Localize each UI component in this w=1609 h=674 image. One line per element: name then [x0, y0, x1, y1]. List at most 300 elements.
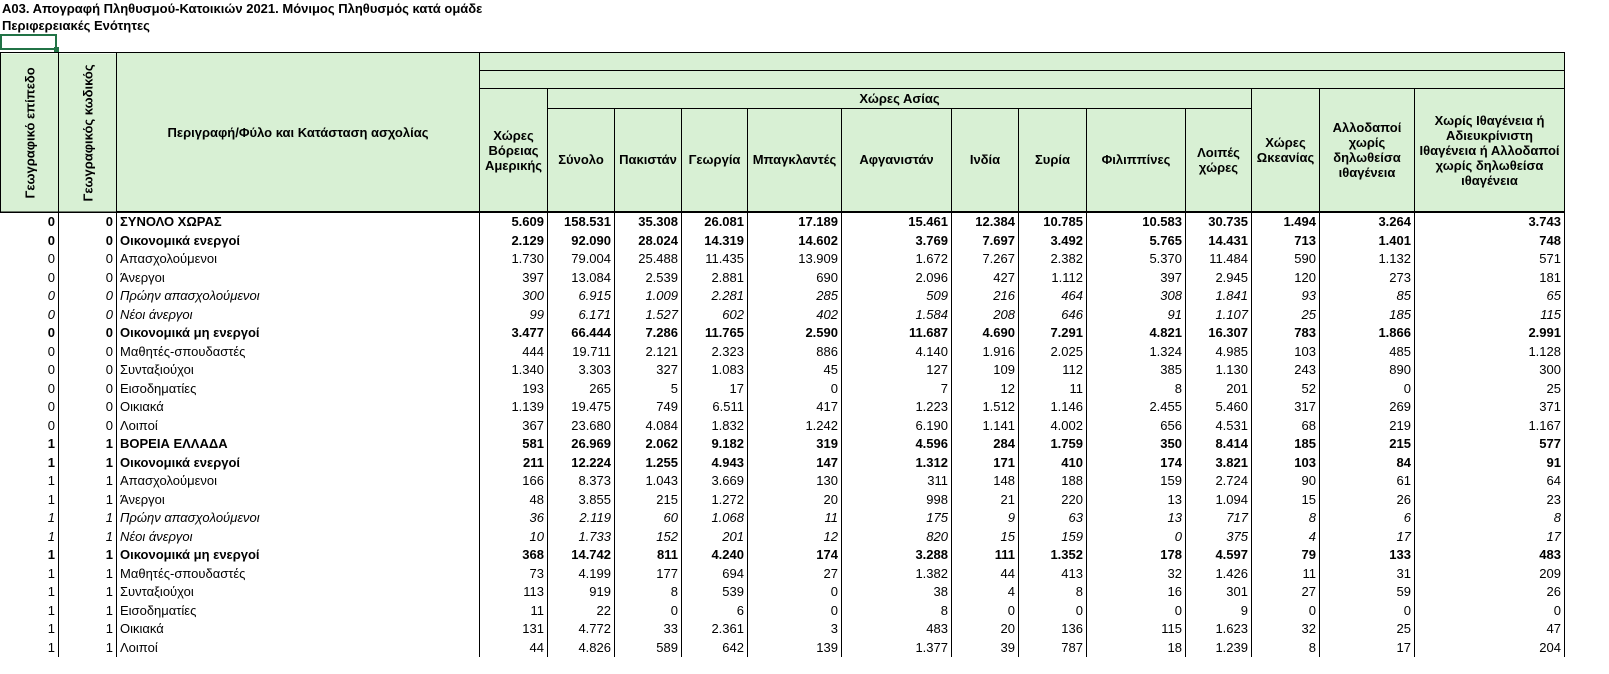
header-asia-col[interactable]: Ινδία: [952, 108, 1019, 212]
cell-value[interactable]: 158.531: [548, 212, 615, 232]
cell-value[interactable]: 13: [1087, 509, 1186, 528]
cell-value[interactable]: 717: [1186, 509, 1252, 528]
cell-value[interactable]: 4.985: [1186, 343, 1252, 362]
cell-geo-code[interactable]: 0: [59, 361, 117, 380]
cell-value[interactable]: 1.312: [842, 454, 952, 473]
cell-description[interactable]: Οικονομικά ενεργοί: [117, 454, 480, 473]
cell-value[interactable]: 602: [682, 306, 748, 325]
header-blank-second[interactable]: [480, 71, 1565, 89]
cell-value[interactable]: 811: [615, 546, 682, 565]
cell-value[interactable]: 32: [1252, 620, 1320, 639]
cell-value[interactable]: 103: [1252, 343, 1320, 362]
cell-value[interactable]: 4.199: [548, 565, 615, 584]
cell-value[interactable]: 2.382: [1019, 250, 1087, 269]
cell-value[interactable]: 13.084: [548, 269, 615, 288]
cell-value[interactable]: 1.401: [1320, 232, 1415, 251]
cell-value[interactable]: 136: [1019, 620, 1087, 639]
cell-geo-code[interactable]: 0: [59, 417, 117, 436]
cell-value[interactable]: 6.511: [682, 398, 748, 417]
cell-value[interactable]: 4: [952, 583, 1019, 602]
cell-value[interactable]: 204: [1415, 639, 1565, 658]
cell-geo-code[interactable]: 1: [59, 583, 117, 602]
cell-value[interactable]: 1.733: [548, 528, 615, 547]
cell-value[interactable]: 327: [615, 361, 682, 380]
cell-value[interactable]: 402: [748, 306, 842, 325]
cell-description[interactable]: Λοιποί: [117, 639, 480, 658]
cell-value[interactable]: 11: [480, 602, 548, 621]
cell-value[interactable]: 139: [748, 639, 842, 658]
header-geo-level[interactable]: Γεωγραφικό επίπεδο: [1, 53, 59, 213]
cell-value[interactable]: 2.455: [1087, 398, 1186, 417]
cell-value[interactable]: 1.730: [480, 250, 548, 269]
cell-value[interactable]: 215: [615, 491, 682, 510]
cell-value[interactable]: 63: [1019, 509, 1087, 528]
cell-value[interactable]: 1.340: [480, 361, 548, 380]
cell-geo-level[interactable]: 1: [1, 639, 59, 658]
cell-geo-code[interactable]: 1: [59, 602, 117, 621]
cell-value[interactable]: 1.083: [682, 361, 748, 380]
cell-value[interactable]: 1.841: [1186, 287, 1252, 306]
cell-value[interactable]: 10.583: [1087, 212, 1186, 232]
cell-value[interactable]: 1.139: [480, 398, 548, 417]
cell-value[interactable]: 9: [1186, 602, 1252, 621]
cell-value[interactable]: 215: [1320, 435, 1415, 454]
cell-value[interactable]: 1.377: [842, 639, 952, 658]
cell-geo-code[interactable]: 0: [59, 306, 117, 325]
header-asia-col[interactable]: Φιλιππίνες: [1087, 108, 1186, 212]
cell-value[interactable]: 208: [952, 306, 1019, 325]
cell-value[interactable]: 19.711: [548, 343, 615, 362]
cell-value[interactable]: 0: [748, 602, 842, 621]
cell-value[interactable]: 3.821: [1186, 454, 1252, 473]
cell-value[interactable]: 2.281: [682, 287, 748, 306]
cell-value[interactable]: 2.361: [682, 620, 748, 639]
cell-value[interactable]: 4.596: [842, 435, 952, 454]
cell-value[interactable]: 3.303: [548, 361, 615, 380]
active-cell-cursor[interactable]: [0, 34, 57, 50]
cell-geo-level[interactable]: 0: [1, 361, 59, 380]
cell-value[interactable]: 1.068: [682, 509, 748, 528]
cell-value[interactable]: 8: [1252, 639, 1320, 658]
cell-value[interactable]: 5.765: [1087, 232, 1186, 251]
cell-value[interactable]: 0: [952, 602, 1019, 621]
cell-value[interactable]: 17: [1320, 528, 1415, 547]
cell-value[interactable]: 1.272: [682, 491, 748, 510]
cell-value[interactable]: 30.735: [1186, 212, 1252, 232]
cell-value[interactable]: 79: [1252, 546, 1320, 565]
cell-value[interactable]: 185: [1252, 435, 1320, 454]
cell-geo-level[interactable]: 0: [1, 232, 59, 251]
cell-value[interactable]: 17: [1415, 528, 1565, 547]
cell-value[interactable]: 273: [1320, 269, 1415, 288]
cell-value[interactable]: 4: [1252, 528, 1320, 547]
cell-value[interactable]: 7.291: [1019, 324, 1087, 343]
cell-value[interactable]: 209: [1415, 565, 1565, 584]
cell-value[interactable]: 6.190: [842, 417, 952, 436]
cell-value[interactable]: 2.062: [615, 435, 682, 454]
cell-geo-code[interactable]: 1: [59, 435, 117, 454]
cell-value[interactable]: 220: [1019, 491, 1087, 510]
cell-geo-level[interactable]: 0: [1, 398, 59, 417]
cell-value[interactable]: 14.742: [548, 546, 615, 565]
cell-value[interactable]: 92.090: [548, 232, 615, 251]
cell-description[interactable]: Εισοδηματίες: [117, 380, 480, 399]
cell-value[interactable]: 1.623: [1186, 620, 1252, 639]
cell-value[interactable]: 589: [615, 639, 682, 658]
cell-value[interactable]: 112: [1019, 361, 1087, 380]
cell-description[interactable]: Πρώην απασχολούμενοι: [117, 287, 480, 306]
cell-value[interactable]: 7: [842, 380, 952, 399]
cell-value[interactable]: 319: [748, 435, 842, 454]
header-description[interactable]: Περιγραφή/Φύλο και Κατάσταση ασχολίας: [117, 53, 480, 213]
cell-value[interactable]: 1.494: [1252, 212, 1320, 232]
cell-description[interactable]: Νέοι άνεργοι: [117, 528, 480, 547]
cell-value[interactable]: 8: [1019, 583, 1087, 602]
cell-value[interactable]: 590: [1252, 250, 1320, 269]
cell-value[interactable]: 1.094: [1186, 491, 1252, 510]
cell-value[interactable]: 0: [615, 602, 682, 621]
cell-value[interactable]: 44: [952, 565, 1019, 584]
cell-value[interactable]: 713: [1252, 232, 1320, 251]
cell-value[interactable]: 581: [480, 435, 548, 454]
cell-geo-level[interactable]: 1: [1, 583, 59, 602]
cell-geo-code[interactable]: 0: [59, 212, 117, 232]
cell-value[interactable]: 690: [748, 269, 842, 288]
cell-value[interactable]: 2.539: [615, 269, 682, 288]
cell-value[interactable]: 4.597: [1186, 546, 1252, 565]
cell-geo-code[interactable]: 1: [59, 620, 117, 639]
cell-value[interactable]: 68: [1252, 417, 1320, 436]
cell-geo-code[interactable]: 0: [59, 232, 117, 251]
cell-geo-level[interactable]: 0: [1, 269, 59, 288]
header-asia-col[interactable]: Μπαγκλαντές: [748, 108, 842, 212]
cell-value[interactable]: 427: [952, 269, 1019, 288]
cell-value[interactable]: 577: [1415, 435, 1565, 454]
cell-description[interactable]: Νέοι άνεργοι: [117, 306, 480, 325]
cell-value[interactable]: 642: [682, 639, 748, 658]
sheet-subtitle[interactable]: Περιφερειακές Ενότητες: [2, 18, 150, 33]
cell-value[interactable]: 3.743: [1415, 212, 1565, 232]
cell-value[interactable]: 410: [1019, 454, 1087, 473]
cell-value[interactable]: 38: [842, 583, 952, 602]
cell-value[interactable]: 25.488: [615, 250, 682, 269]
cell-value[interactable]: 1.128: [1415, 343, 1565, 362]
cell-value[interactable]: 99: [480, 306, 548, 325]
cell-value[interactable]: 15: [1252, 491, 1320, 510]
cell-value[interactable]: 3.288: [842, 546, 952, 565]
cell-geo-level[interactable]: 1: [1, 491, 59, 510]
cell-value[interactable]: 2.096: [842, 269, 952, 288]
cell-value[interactable]: 1.112: [1019, 269, 1087, 288]
cell-value[interactable]: 4.943: [682, 454, 748, 473]
cell-value[interactable]: 11: [1019, 380, 1087, 399]
cell-value[interactable]: 28.024: [615, 232, 682, 251]
cell-value[interactable]: 7.697: [952, 232, 1019, 251]
cell-geo-level[interactable]: 0: [1, 250, 59, 269]
cell-value[interactable]: 44: [480, 639, 548, 658]
cell-geo-code[interactable]: 1: [59, 509, 117, 528]
cell-value[interactable]: 300: [1415, 361, 1565, 380]
cell-value[interactable]: 19.475: [548, 398, 615, 417]
cell-value[interactable]: 3: [748, 620, 842, 639]
cell-value[interactable]: 2.590: [748, 324, 842, 343]
cell-value[interactable]: 27: [748, 565, 842, 584]
cell-value[interactable]: 8: [1087, 380, 1186, 399]
cell-geo-level[interactable]: 1: [1, 509, 59, 528]
cell-value[interactable]: 21: [952, 491, 1019, 510]
cell-value[interactable]: 3.264: [1320, 212, 1415, 232]
cell-value[interactable]: 25: [1415, 380, 1565, 399]
cell-value[interactable]: 0: [1320, 380, 1415, 399]
cell-value[interactable]: 0: [1087, 602, 1186, 621]
cell-geo-code[interactable]: 0: [59, 343, 117, 362]
cell-value[interactable]: 26.969: [548, 435, 615, 454]
cell-value[interactable]: 201: [1186, 380, 1252, 399]
cell-value[interactable]: 10.785: [1019, 212, 1087, 232]
cell-value[interactable]: 115: [1087, 620, 1186, 639]
cell-value[interactable]: 147: [748, 454, 842, 473]
cell-value[interactable]: 11: [1252, 565, 1320, 584]
cell-value[interactable]: 265: [548, 380, 615, 399]
cell-geo-code[interactable]: 1: [59, 528, 117, 547]
cell-value[interactable]: 73: [480, 565, 548, 584]
cell-value[interactable]: 61: [1320, 472, 1415, 491]
cell-value[interactable]: 9: [952, 509, 1019, 528]
cell-value[interactable]: 8: [842, 602, 952, 621]
cell-value[interactable]: 25: [1320, 620, 1415, 639]
cell-value[interactable]: 16.307: [1186, 324, 1252, 343]
cell-value[interactable]: 16: [1087, 583, 1186, 602]
header-asia-col[interactable]: Αφγανιστάν: [842, 108, 952, 212]
cell-value[interactable]: 93: [1252, 287, 1320, 306]
cell-value[interactable]: 32: [1087, 565, 1186, 584]
cell-value[interactable]: 4.531: [1186, 417, 1252, 436]
cell-value[interactable]: 483: [1415, 546, 1565, 565]
cell-value[interactable]: 12: [748, 528, 842, 547]
cell-description[interactable]: Πρώην απασχολούμενοι: [117, 509, 480, 528]
cell-value[interactable]: 60: [615, 509, 682, 528]
cell-description[interactable]: Συνταξιούχοι: [117, 361, 480, 380]
cell-value[interactable]: 8.414: [1186, 435, 1252, 454]
cell-value[interactable]: 219: [1320, 417, 1415, 436]
cell-geo-level[interactable]: 1: [1, 528, 59, 547]
cell-value[interactable]: 14.602: [748, 232, 842, 251]
cell-value[interactable]: 2.991: [1415, 324, 1565, 343]
cell-value[interactable]: 0: [1415, 602, 1565, 621]
cell-value[interactable]: 26.081: [682, 212, 748, 232]
cell-value[interactable]: 152: [615, 528, 682, 547]
cell-value[interactable]: 26: [1415, 583, 1565, 602]
cell-value[interactable]: 2.881: [682, 269, 748, 288]
cell-value[interactable]: 1.239: [1186, 639, 1252, 658]
cell-value[interactable]: 1.324: [1087, 343, 1186, 362]
cell-value[interactable]: 20: [748, 491, 842, 510]
cell-value[interactable]: 33: [615, 620, 682, 639]
cell-value[interactable]: 130: [748, 472, 842, 491]
cell-value[interactable]: 919: [548, 583, 615, 602]
cell-value[interactable]: 539: [682, 583, 748, 602]
cell-value[interactable]: 159: [1019, 528, 1087, 547]
cell-value[interactable]: 148: [952, 472, 1019, 491]
cell-value[interactable]: 1.255: [615, 454, 682, 473]
cell-value[interactable]: 5.370: [1087, 250, 1186, 269]
header-asia-group[interactable]: Χώρες Ασίας: [548, 89, 1252, 109]
cell-value[interactable]: 444: [480, 343, 548, 362]
cell-geo-level[interactable]: 1: [1, 472, 59, 491]
cell-value[interactable]: 12.224: [548, 454, 615, 473]
cell-geo-code[interactable]: 0: [59, 324, 117, 343]
cell-value[interactable]: 243: [1252, 361, 1320, 380]
cell-value[interactable]: 193: [480, 380, 548, 399]
cell-value[interactable]: 2.724: [1186, 472, 1252, 491]
cell-description[interactable]: Οικιακά: [117, 620, 480, 639]
cell-value[interactable]: 79.004: [548, 250, 615, 269]
cell-value[interactable]: 694: [682, 565, 748, 584]
cell-value[interactable]: 188: [1019, 472, 1087, 491]
cell-value[interactable]: 375: [1186, 528, 1252, 547]
header-oceania[interactable]: Χώρες Ωκεανίας: [1252, 89, 1320, 213]
cell-geo-code[interactable]: 0: [59, 380, 117, 399]
cell-value[interactable]: 47: [1415, 620, 1565, 639]
cell-value[interactable]: 417: [748, 398, 842, 417]
cell-value[interactable]: 8: [1415, 509, 1565, 528]
header-asia-col[interactable]: Σύνολο: [548, 108, 615, 212]
cell-description[interactable]: Άνεργοι: [117, 491, 480, 510]
cell-value[interactable]: 2.121: [615, 343, 682, 362]
header-geo-code[interactable]: Γεωγραφικός κωδικός: [59, 53, 117, 213]
cell-value[interactable]: 115: [1415, 306, 1565, 325]
cell-geo-level[interactable]: 1: [1, 454, 59, 473]
cell-value[interactable]: 17.189: [748, 212, 842, 232]
cell-value[interactable]: 216: [952, 287, 1019, 306]
cell-value[interactable]: 1.584: [842, 306, 952, 325]
cell-value[interactable]: 5: [615, 380, 682, 399]
cell-value[interactable]: 201: [682, 528, 748, 547]
cell-value[interactable]: 7.267: [952, 250, 1019, 269]
cell-value[interactable]: 350: [1087, 435, 1186, 454]
cell-value[interactable]: 35.308: [615, 212, 682, 232]
cell-value[interactable]: 0: [748, 380, 842, 399]
cell-description[interactable]: Εισοδηματίες: [117, 602, 480, 621]
cell-value[interactable]: 397: [480, 269, 548, 288]
cell-value[interactable]: 111: [952, 546, 1019, 565]
cell-value[interactable]: 0: [1087, 528, 1186, 547]
cell-value[interactable]: 133: [1320, 546, 1415, 565]
cell-geo-level[interactable]: 1: [1, 620, 59, 639]
cell-value[interactable]: 787: [1019, 639, 1087, 658]
cell-description[interactable]: Απασχολούμενοι: [117, 250, 480, 269]
cell-value[interactable]: 4.002: [1019, 417, 1087, 436]
cell-value[interactable]: 6: [1320, 509, 1415, 528]
cell-value[interactable]: 2.129: [480, 232, 548, 251]
cell-value[interactable]: 1.146: [1019, 398, 1087, 417]
cell-value[interactable]: 2.323: [682, 343, 748, 362]
cell-value[interactable]: 285: [748, 287, 842, 306]
cell-value[interactable]: 485: [1320, 343, 1415, 362]
cell-value[interactable]: 65: [1415, 287, 1565, 306]
cell-value[interactable]: 509: [842, 287, 952, 306]
cell-value[interactable]: 185: [1320, 306, 1415, 325]
cell-value[interactable]: 27: [1252, 583, 1320, 602]
cell-geo-level[interactable]: 0: [1, 380, 59, 399]
cell-description[interactable]: Οικονομικά μη ενεργοί: [117, 546, 480, 565]
cell-value[interactable]: 17: [1320, 639, 1415, 658]
cell-value[interactable]: 1.382: [842, 565, 952, 584]
cell-value[interactable]: 1.866: [1320, 324, 1415, 343]
cell-value[interactable]: 178: [1087, 546, 1186, 565]
cell-value[interactable]: 103: [1252, 454, 1320, 473]
cell-value[interactable]: 1.043: [615, 472, 682, 491]
cell-value[interactable]: 52: [1252, 380, 1320, 399]
sheet-title[interactable]: Α03. Απογραφή Πληθυσμού-Κατοικιών 2021. Μόνιμος Πληθυσμός κατά ομάδε: [2, 1, 483, 16]
cell-description[interactable]: Μαθητές-σπουδαστές: [117, 343, 480, 362]
cell-value[interactable]: 3.492: [1019, 232, 1087, 251]
cell-geo-level[interactable]: 1: [1, 602, 59, 621]
cell-value[interactable]: 4.140: [842, 343, 952, 362]
cell-description[interactable]: Συνταξιούχοι: [117, 583, 480, 602]
cell-value[interactable]: 1.009: [615, 287, 682, 306]
cell-value[interactable]: 23.680: [548, 417, 615, 436]
cell-value[interactable]: 4.772: [548, 620, 615, 639]
cell-value[interactable]: 301: [1186, 583, 1252, 602]
cell-value[interactable]: 1.141: [952, 417, 1019, 436]
cell-value[interactable]: 1.223: [842, 398, 952, 417]
cell-value[interactable]: 4.821: [1087, 324, 1186, 343]
cell-value[interactable]: 12.384: [952, 212, 1019, 232]
cell-value[interactable]: 656: [1087, 417, 1186, 436]
cell-value[interactable]: 4.240: [682, 546, 748, 565]
cell-geo-level[interactable]: 0: [1, 212, 59, 232]
cell-value[interactable]: 1.167: [1415, 417, 1565, 436]
cell-geo-code[interactable]: 1: [59, 639, 117, 658]
cell-value[interactable]: 1.759: [1019, 435, 1087, 454]
cell-value[interactable]: 11.687: [842, 324, 952, 343]
cell-value[interactable]: 300: [480, 287, 548, 306]
cell-value[interactable]: 1.512: [952, 398, 1019, 417]
cell-value[interactable]: 15.461: [842, 212, 952, 232]
cell-value[interactable]: 113: [480, 583, 548, 602]
cell-value[interactable]: 174: [1087, 454, 1186, 473]
cell-value[interactable]: 0: [748, 583, 842, 602]
header-asia-col[interactable]: Γεωργία: [682, 108, 748, 212]
header-asia-col[interactable]: Λοιπές χώρες: [1186, 108, 1252, 212]
cell-value[interactable]: 464: [1019, 287, 1087, 306]
cell-value[interactable]: 39: [952, 639, 1019, 658]
cell-value[interactable]: 311: [842, 472, 952, 491]
cell-description[interactable]: Λοιποί: [117, 417, 480, 436]
cell-value[interactable]: 177: [615, 565, 682, 584]
cell-value[interactable]: 84: [1320, 454, 1415, 473]
cell-value[interactable]: 1.916: [952, 343, 1019, 362]
cell-value[interactable]: 385: [1087, 361, 1186, 380]
cell-value[interactable]: 1.242: [748, 417, 842, 436]
cell-geo-code[interactable]: 0: [59, 269, 117, 288]
cell-value[interactable]: 0: [1320, 602, 1415, 621]
cell-value[interactable]: 6.171: [548, 306, 615, 325]
cell-value[interactable]: 12: [952, 380, 1019, 399]
header-asia-col[interactable]: Πακιστάν: [615, 108, 682, 212]
cell-value[interactable]: 269: [1320, 398, 1415, 417]
cell-value[interactable]: 1.132: [1320, 250, 1415, 269]
cell-value[interactable]: 367: [480, 417, 548, 436]
cell-value[interactable]: 5.609: [480, 212, 548, 232]
cell-value[interactable]: 9.182: [682, 435, 748, 454]
cell-value[interactable]: 1.130: [1186, 361, 1252, 380]
cell-value[interactable]: 397: [1087, 269, 1186, 288]
cell-value[interactable]: 8: [615, 583, 682, 602]
cell-geo-code[interactable]: 0: [59, 250, 117, 269]
cell-value[interactable]: 91: [1415, 454, 1565, 473]
